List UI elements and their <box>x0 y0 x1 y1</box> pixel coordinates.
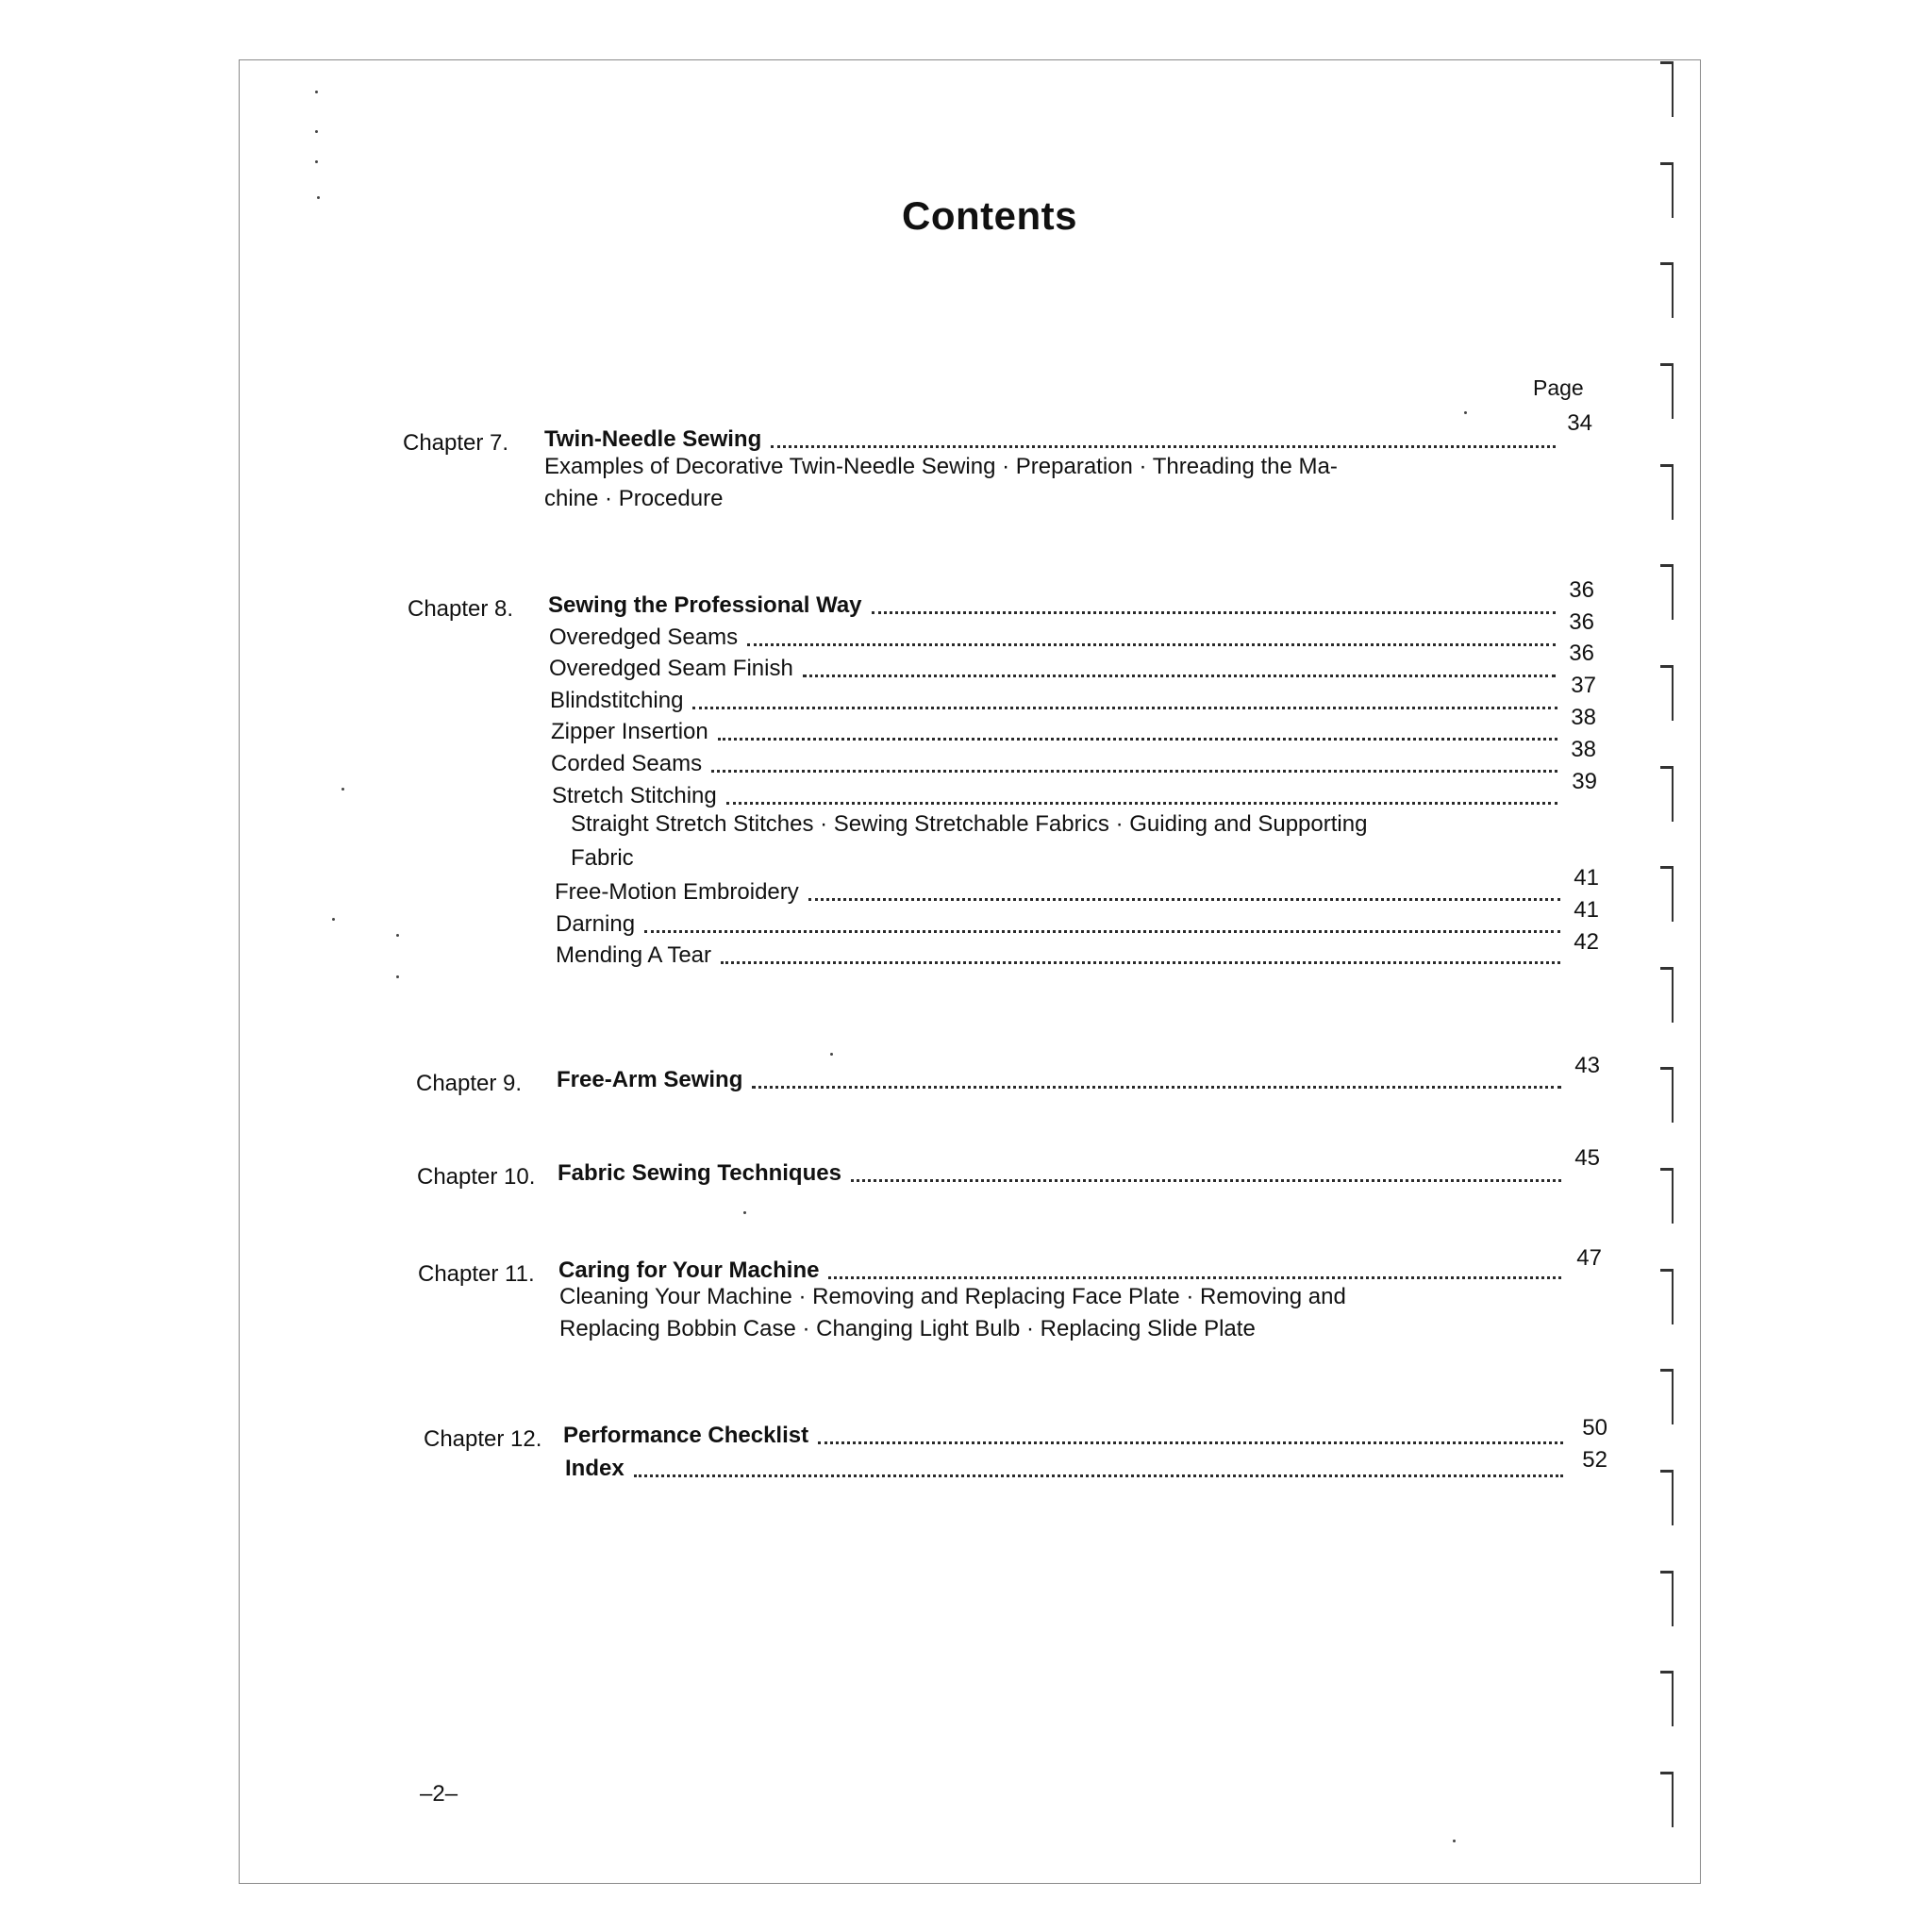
toc-page-number: 50 <box>1582 1415 1607 1441</box>
toc-entry-title: Caring for Your Machine <box>558 1257 820 1283</box>
toc-description-line: Fabric <box>571 845 634 871</box>
toc-page-number: 36 <box>1569 577 1594 603</box>
toc-entry[interactable] <box>551 715 1563 745</box>
dot-leader <box>851 1178 1561 1182</box>
toc-page-number: 38 <box>1571 705 1596 730</box>
dot-leader <box>771 444 1556 448</box>
index-tab <box>1660 1369 1674 1424</box>
toc-entry[interactable] <box>563 1419 1569 1449</box>
toc-entry-title: Performance Checklist <box>563 1423 809 1448</box>
toc-entry[interactable] <box>549 621 1561 651</box>
index-tab <box>1660 1269 1674 1324</box>
toc-page-number: 42 <box>1574 929 1599 955</box>
toc-entry[interactable] <box>556 908 1566 938</box>
index-tab <box>1660 464 1674 520</box>
toc-entry[interactable] <box>556 939 1566 969</box>
dot-leader <box>726 801 1557 805</box>
index-tab-marks <box>1641 57 1679 1877</box>
index-tab <box>1660 866 1674 922</box>
scan-speck <box>396 975 399 978</box>
toc-page-number: 45 <box>1574 1145 1600 1171</box>
toc-entry-title: Corded Seams <box>551 751 703 776</box>
page-number-footer: –2– <box>420 1781 458 1807</box>
toc-entry[interactable] <box>544 423 1561 453</box>
dot-leader <box>803 674 1556 677</box>
toc-page-number: 47 <box>1576 1245 1602 1271</box>
scan-speck <box>332 918 335 921</box>
scan-speck <box>830 1053 833 1056</box>
toc-description-line: chine · Procedure <box>544 486 724 511</box>
toc-entry[interactable] <box>549 652 1561 682</box>
index-tab <box>1660 665 1674 721</box>
toc-entry-title: Sewing the Professional Way <box>548 592 862 618</box>
toc-page-number: 34 <box>1567 410 1592 436</box>
toc-page-number: 43 <box>1574 1053 1600 1078</box>
scan-speck <box>315 91 318 93</box>
toc-entry[interactable] <box>550 684 1563 714</box>
scan-speck <box>315 130 318 133</box>
scan-speck <box>396 934 399 937</box>
dot-leader <box>721 960 1560 964</box>
toc-entry[interactable] <box>551 747 1563 777</box>
scan-speck <box>315 160 318 163</box>
toc-entry-title: Blindstitching <box>550 688 684 713</box>
toc-description-line: Examples of Decorative Twin-Needle Sewing · Preparation · Threading the Ma- <box>544 454 1338 479</box>
dot-leader <box>692 706 1557 709</box>
page-column-header: Page <box>1533 375 1584 400</box>
toc-entry[interactable] <box>555 875 1566 906</box>
chapter-label: Chapter 12. <box>424 1426 542 1452</box>
toc-page-number: 52 <box>1582 1447 1607 1473</box>
index-tab <box>1660 564 1674 620</box>
toc-page-number: 41 <box>1574 897 1599 923</box>
dot-leader <box>634 1474 1563 1477</box>
toc-description-line: Straight Stretch Stitches · Sewing Stretchable Fabrics · Guiding and Supporting <box>571 811 1368 837</box>
toc-entry[interactable] <box>552 779 1563 809</box>
toc-page-number: 38 <box>1571 737 1596 762</box>
scan-speck <box>317 196 320 199</box>
index-tab <box>1660 766 1674 822</box>
toc-entry[interactable] <box>548 589 1561 619</box>
page-title: Contents <box>902 193 1077 238</box>
index-tab <box>1660 1067 1674 1123</box>
toc-entry-title: Stretch Stitching <box>552 783 717 808</box>
page-frame <box>239 59 1701 1884</box>
toc-entry[interactable] <box>558 1254 1567 1284</box>
dot-leader <box>828 1275 1561 1279</box>
dot-leader <box>808 897 1560 901</box>
index-tab <box>1660 363 1674 419</box>
toc-entry-title: Overedged Seams <box>549 625 739 650</box>
dot-leader <box>818 1441 1563 1444</box>
index-tab <box>1660 162 1674 218</box>
index-tab <box>1660 61 1674 117</box>
index-tab <box>1660 262 1674 318</box>
toc-entry-title: Index <box>565 1456 625 1481</box>
toc-entry[interactable] <box>565 1452 1569 1482</box>
dot-leader <box>718 737 1557 741</box>
dot-leader <box>644 929 1560 933</box>
toc-page-number: 39 <box>1572 769 1597 794</box>
dot-leader <box>752 1085 1561 1089</box>
toc-entry-title: Free-Motion Embroidery <box>555 879 799 905</box>
dot-leader <box>747 642 1556 646</box>
toc-entry-title: Fabric Sewing Techniques <box>558 1160 841 1186</box>
toc-entry[interactable] <box>558 1157 1567 1187</box>
scan-speck <box>743 1211 746 1214</box>
dot-leader <box>711 769 1557 773</box>
toc-entry-title: Zipper Insertion <box>551 719 708 744</box>
toc-entry-title: Twin-Needle Sewing <box>544 426 762 452</box>
scan-speck <box>1453 1840 1456 1842</box>
toc-page-number: 37 <box>1571 673 1596 698</box>
toc-entry-title: Mending A Tear <box>556 942 712 968</box>
toc-description-line: Replacing Bobbin Case · Changing Light Bulb · Replacing Slide Plate <box>559 1316 1256 1341</box>
index-tab <box>1660 1168 1674 1224</box>
dot-leader <box>872 610 1556 614</box>
toc-description-line: Cleaning Your Machine · Removing and Replacing Face Plate · Removing and <box>559 1284 1346 1309</box>
toc-page-number: 41 <box>1574 865 1599 891</box>
scan-speck <box>341 788 344 791</box>
chapter-label: Chapter 7. <box>403 430 509 456</box>
index-tab <box>1660 1671 1674 1726</box>
index-tab <box>1660 967 1674 1023</box>
index-tab <box>1660 1470 1674 1525</box>
toc-entry-title: Darning <box>556 911 636 937</box>
chapter-label: Chapter 8. <box>408 596 514 622</box>
chapter-label: Chapter 11. <box>418 1261 535 1287</box>
index-tab <box>1660 1571 1674 1626</box>
toc-page-number: 36 <box>1569 641 1594 666</box>
chapter-label: Chapter 9. <box>416 1071 523 1096</box>
scan-speck <box>1464 411 1467 414</box>
toc-entry-title: Overedged Seam Finish <box>549 656 793 681</box>
toc-entry[interactable] <box>557 1063 1567 1093</box>
toc-entry-title: Free-Arm Sewing <box>557 1067 743 1092</box>
toc-page-number: 36 <box>1569 609 1594 635</box>
index-tab <box>1660 1772 1674 1827</box>
chapter-label: Chapter 10. <box>417 1164 536 1190</box>
